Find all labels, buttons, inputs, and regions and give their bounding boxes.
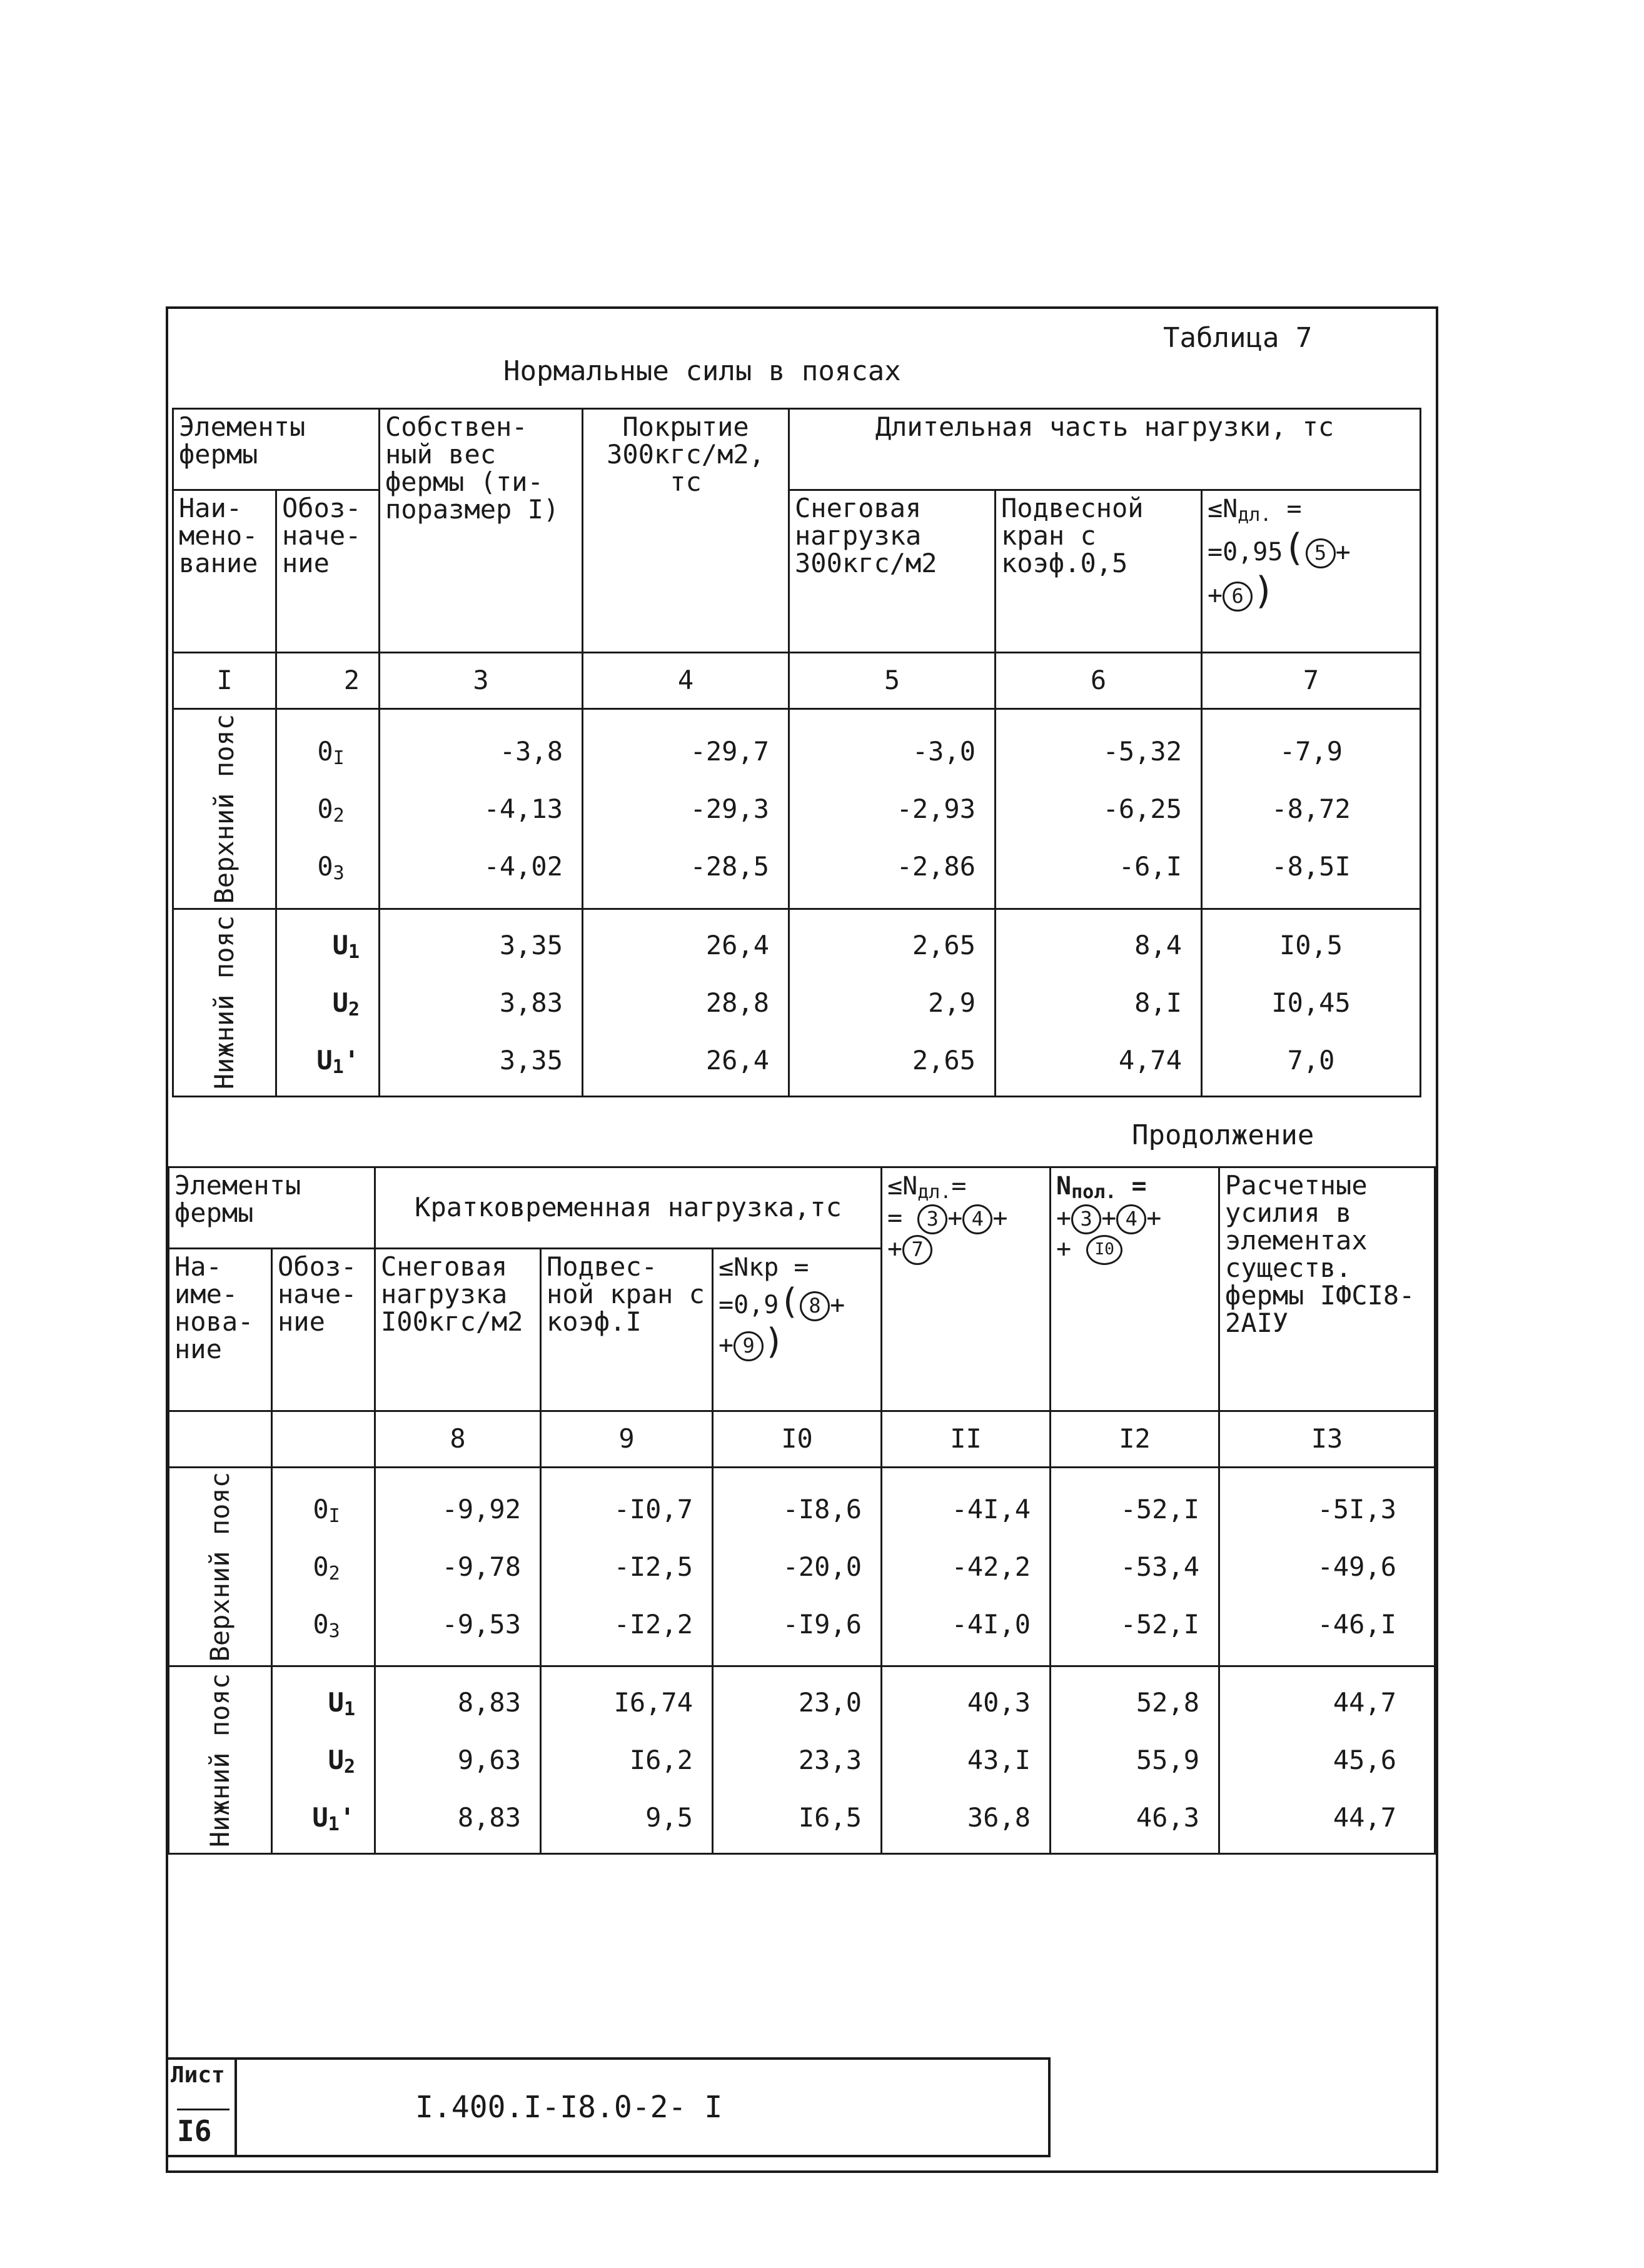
designations [276, 909, 380, 1097]
header-crane: Подвесной кран с коэф.0,5 [996, 490, 1202, 653]
cell-value: 43,I [967, 1744, 1031, 1775]
cell-value: I6,5 [798, 1802, 862, 1833]
designation: $0_I$ [313, 1493, 340, 1527]
cell-value: -I2,2 [613, 1608, 693, 1640]
designation: $0_2$ [317, 793, 345, 827]
cell-value: -5I,3 [1317, 1493, 1397, 1525]
circled-4: 4 [1116, 1204, 1146, 1234]
cell-value: -6,I [1118, 850, 1183, 882]
cell-value: -9,53 [441, 1608, 522, 1640]
designation: $0_3$ [317, 850, 345, 884]
title-block [166, 2057, 1051, 2157]
cell-value: 23,0 [798, 1686, 862, 1718]
table-title: Нормальные силы в поясах [503, 355, 901, 387]
cell-value: -5,32 [1102, 735, 1183, 767]
designation: $U_2$ [332, 987, 360, 1021]
circled-4: 4 [962, 1204, 992, 1234]
designations [272, 1468, 375, 1666]
cell-value: 8,83 [457, 1802, 522, 1833]
cell-value: 44,7 [1333, 1802, 1397, 1833]
group-name: Верхний пояс [169, 1468, 272, 1666]
circled-10: I0 [1086, 1235, 1122, 1265]
col-number: 4 [583, 653, 789, 709]
document-code: I.400.I-I8.0-2- I [415, 2090, 723, 2125]
cell-value: 3,35 [499, 929, 563, 960]
cell-value: 8,4 [1134, 929, 1183, 960]
header-name: На- име- нова- ние [169, 1249, 272, 1411]
designations [272, 1666, 375, 1854]
circled-3: 3 [917, 1204, 947, 1234]
cell-value: 7,0 [1287, 1044, 1335, 1076]
cell-value: 2,65 [912, 929, 976, 960]
header-total-load: $N_{пол.}$ = + 3 + 4 + + I0 [1051, 1167, 1219, 1411]
cell-value: 2,65 [912, 1044, 976, 1076]
cell-value: -52,I [1120, 1608, 1200, 1640]
sheet-number-cell [168, 2060, 237, 2155]
header-design-forces: Расчетные усилия в элементах существ. фермы IФСI8-2АIУ [1219, 1167, 1435, 1411]
cell-value: 36,8 [967, 1802, 1031, 1833]
cell-value: I6,74 [613, 1686, 693, 1718]
header-short-sum: ≤Nкр = =0,9( 8 + + 9 ) [713, 1249, 882, 1411]
cell-value: I6,2 [629, 1744, 693, 1775]
sheet-label: Лист [171, 2062, 225, 2088]
cell-value: -46,I [1317, 1608, 1397, 1640]
column-numbers-row [169, 1411, 1435, 1468]
header-elements: Элементы фермы [173, 409, 380, 490]
col-number: I [173, 653, 276, 709]
cell-value: 45,6 [1333, 1744, 1397, 1775]
cell-value: -2,93 [896, 793, 976, 824]
designation: $0_2$ [313, 1551, 340, 1585]
cell-value: -53,4 [1120, 1551, 1200, 1582]
continuation-label: Продолжение [1132, 1119, 1314, 1151]
col-number: I2 [1051, 1411, 1219, 1468]
table-label: Таблица 7 [1163, 322, 1313, 354]
designation: $U_2$ [328, 1744, 356, 1778]
cell-value: 4,74 [1118, 1044, 1183, 1076]
header-crane: Подвес- ной кран с коэф.I [541, 1249, 713, 1411]
cell-value: I0,45 [1271, 987, 1351, 1018]
col-number: 8 [375, 1411, 541, 1468]
cell-value: -29,3 [690, 793, 770, 824]
col-number: II [882, 1411, 1051, 1468]
col-number [169, 1411, 272, 1468]
header-elements: Элементы фермы [169, 1167, 375, 1249]
col-number: 2 [276, 653, 380, 709]
circled-3: 3 [1071, 1204, 1101, 1234]
cell-value: -42,2 [951, 1551, 1031, 1582]
cell-value: -I8,6 [782, 1493, 862, 1525]
group-name: Нижний пояс [173, 909, 276, 1097]
cell-value: -4,02 [483, 850, 563, 882]
cell-value: -20,0 [782, 1551, 862, 1582]
cell-value: 23,3 [798, 1744, 862, 1775]
cell-value: -4I,4 [951, 1493, 1031, 1525]
cell-value: -28,5 [690, 850, 770, 882]
table-row-group [173, 709, 1421, 909]
cell-value: 3,83 [499, 987, 563, 1018]
header-snow: Снеговая нагрузка I00кгс/м2 [375, 1249, 541, 1411]
continuation-table [168, 1166, 1436, 1855]
designation: $U_1'$ [316, 1044, 360, 1078]
designation: $U_1$ [328, 1686, 356, 1720]
circled-8: 8 [800, 1291, 830, 1321]
column-numbers-row [173, 653, 1421, 709]
header-long-sum: $\le N_{дл.}=$ = 3 + 4 + + 7 [882, 1167, 1051, 1411]
cell-value: 26,4 [705, 1044, 770, 1076]
designation: $U_1$ [332, 929, 360, 963]
header-long-part: Длительная часть нагрузки, тс [789, 409, 1421, 490]
col-number: 9 [541, 1411, 713, 1468]
cell-value: 28,8 [705, 987, 770, 1018]
header-designation: Обоз- наче- ние [276, 490, 380, 653]
circled-6: 6 [1223, 582, 1253, 612]
table-row-group [169, 1666, 1435, 1854]
circled-9: 9 [734, 1331, 764, 1361]
group-name: Верхний пояс [173, 709, 276, 909]
cell-value: 8,83 [457, 1686, 522, 1718]
col-number: 7 [1202, 653, 1421, 709]
cell-value: -9,78 [441, 1551, 522, 1582]
cell-value: -7,9 [1279, 735, 1343, 767]
cell-value: 9,5 [645, 1802, 693, 1833]
cell-value: -4I,0 [951, 1608, 1031, 1640]
header-name: Наи- мено- вание [173, 490, 276, 653]
cell-value: -49,6 [1317, 1551, 1397, 1582]
col-number [272, 1411, 375, 1468]
cell-value: -I2,5 [613, 1551, 693, 1582]
designation: $0_3$ [313, 1608, 340, 1642]
cell-value: 40,3 [967, 1686, 1031, 1718]
header-designation: Обоз- наче- ние [272, 1249, 375, 1411]
col-number: 6 [996, 653, 1202, 709]
cell-value: -I0,7 [613, 1493, 693, 1525]
cell-value: -52,I [1120, 1493, 1200, 1525]
col-number: I0 [713, 1411, 882, 1468]
cell-value: I0,5 [1279, 929, 1343, 960]
cell-value: 26,4 [705, 929, 770, 960]
table-row-group [169, 1468, 1435, 1666]
col-number: 5 [789, 653, 996, 709]
cell-value: -6,25 [1102, 793, 1183, 824]
cell-value: 52,8 [1136, 1686, 1200, 1718]
cell-value: -29,7 [690, 735, 770, 767]
cell-value: -8,5I [1271, 850, 1351, 882]
header-long-sum: $\le N_{дл.}$ = =0,95( 5 + + 6 ) [1202, 490, 1421, 653]
col-number: I3 [1219, 1411, 1435, 1468]
header-self-weight: Собствен- ный вес фермы (ти- поразмер I) [380, 409, 583, 653]
cell-value: -4,13 [483, 793, 563, 824]
cell-value: 9,63 [457, 1744, 522, 1775]
header-snow: Снеговая нагрузка 300кгс/м2 [789, 490, 996, 653]
cell-value: -3,8 [499, 735, 563, 767]
col-number: 3 [380, 653, 583, 709]
circled-7: 7 [902, 1235, 932, 1265]
cell-value: -9,92 [441, 1493, 522, 1525]
cell-value: -2,86 [896, 850, 976, 882]
table-row-group [173, 909, 1421, 1097]
group-name: Нижний пояс [169, 1666, 272, 1854]
cell-value: 8,I [1134, 987, 1183, 1018]
header-short-term: Кратковременная нагрузка,тс [375, 1167, 882, 1249]
cell-value: 3,35 [499, 1044, 563, 1076]
cell-value: 44,7 [1333, 1686, 1397, 1718]
designations [276, 709, 380, 909]
cell-value: 2,9 [928, 987, 976, 1018]
sheet-number: I6 [177, 2109, 229, 2148]
designation: $0_I$ [317, 735, 345, 769]
normal-forces-table [172, 408, 1421, 1097]
cell-value: 55,9 [1136, 1744, 1200, 1775]
header-roof: Покрытие 300кгс/м2, тс [583, 409, 789, 653]
designation: $U_1'$ [312, 1802, 356, 1835]
cell-value: -8,72 [1271, 793, 1351, 824]
cell-value: -I9,6 [782, 1608, 862, 1640]
cell-value: -3,0 [912, 735, 976, 767]
cell-value: 46,3 [1136, 1802, 1200, 1833]
circled-5: 5 [1306, 538, 1336, 568]
